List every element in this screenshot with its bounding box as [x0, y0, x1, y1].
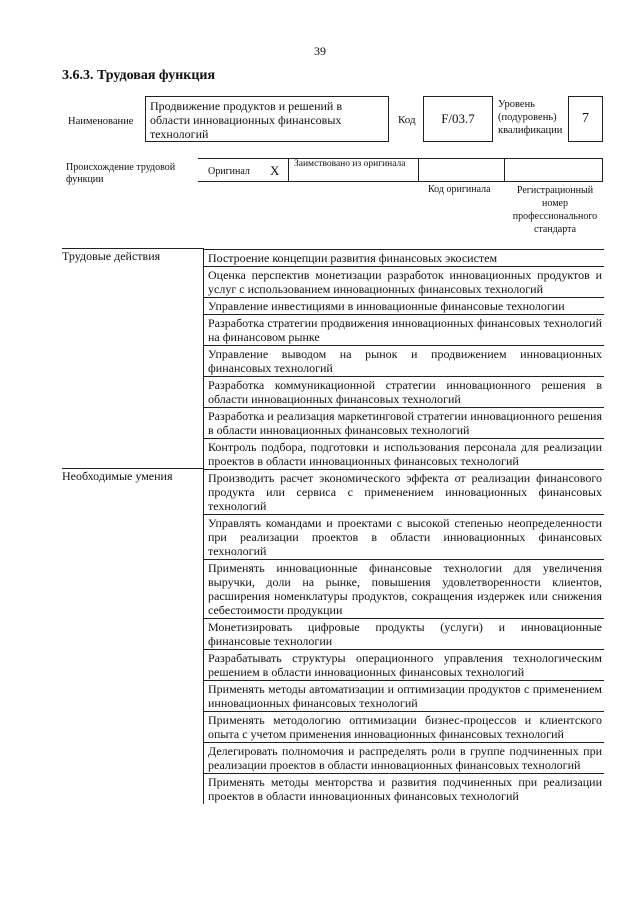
labor-actions-list: [204, 249, 605, 469]
labor-actions-label: Трудовые действия: [62, 249, 204, 469]
function-details-table: [62, 248, 604, 804]
page-number: 39: [314, 44, 326, 58]
list-item: Контроль подбора, подготовки и использования персонала для реализации проектов в области инновационных финансовых технологий: [204, 438, 604, 469]
section-title: 3.6.3. Трудовая функция: [62, 68, 216, 83]
function-name-box: [145, 96, 389, 142]
borrowed-label: Заимствовано из оригинала: [294, 159, 406, 169]
list-item: Делегировать полномочия и распределять роли в группе подчиненных при реализации проектов в области инновационных финансовых технологий: [204, 742, 604, 773]
original-code-label: Код оригинала: [428, 184, 491, 195]
list-item: Оценка перспектив монетизации разработок инновационных продуктов и услуг с использованием инновационных финансовых технологий: [204, 266, 604, 297]
name-label: Наименование: [68, 116, 134, 127]
list-item: Применять методы автоматизации и оптимизации продуктов с применением инновационных финансовых технологий: [204, 680, 604, 711]
registration-number-label: Регистрационный номер профессионального стандарта: [512, 185, 598, 235]
list-item: Применять инновационные финансовые технологии для увеличения выручки, доли на рынке, повышения удовлетворенности клиентов, расширения номенклатуры продуктов, сокращения издержек или снижения себестоимости продукции: [204, 559, 604, 618]
code-label: Код: [398, 114, 416, 126]
origin-label: Происхождение трудовой функции: [66, 162, 176, 185]
required-skills-list: [204, 469, 605, 804]
original-mark: X: [270, 163, 280, 178]
level-value: 7: [568, 96, 603, 142]
function-name: Продвижение продуктов и решений в области инновационных финансовых технологий: [150, 99, 342, 141]
list-item: Управлять командами и проектами с высокой степенью неопределенности при реализации проектов в области инновационных финансовых технологий: [204, 514, 604, 559]
required-skills-label: Необходимые умения: [62, 469, 204, 804]
list-item: Монетизировать цифровые продукты (услуги) и инновационные финансовые технологии: [204, 618, 604, 649]
list-item: Разработка коммуникационной стратегии инновационного решения в области инновационных финансовых технологий: [204, 376, 604, 407]
list-item: Управление инвестициями в инновационные финансовые технологии: [204, 297, 604, 314]
list-item: Разрабатывать структуры операционного управления технологическим решением в области инновационных финансовых технологий: [204, 649, 604, 680]
list-item: Управление выводом на рынок и продвижением инновационных финансовых технологий: [204, 345, 604, 376]
required-skills-row: [62, 469, 604, 804]
list-item: Применять методы менторства и развития подчиненных при реализации проектов в области инновационных финансовых технологий: [204, 773, 604, 804]
list-item: Применять методологию оптимизации бизнес-процессов и клиентского опыта с учетом применения инновационных финансовых технологий: [204, 711, 604, 742]
original-label: Оригинал: [208, 166, 250, 177]
labor-actions-row: [62, 249, 604, 469]
list-item: Построение концепции развития финансовых экосистем: [204, 249, 604, 266]
code-value: F/03.7: [423, 96, 493, 142]
list-item: Разработка стратегии продвижения инновационных финансовых технологий на финансовом рынке: [204, 314, 604, 345]
list-item: Разработка и реализация маркетинговой стратегии инновационного решения в области инновационных финансовых технологий: [204, 407, 604, 438]
list-item: Производить расчет экономического эффекта от реализации финансового продукта или сервиса с применением инновационных финансовых технологий: [204, 469, 604, 514]
level-label: Уровень (подуровень) квалификации: [498, 99, 563, 136]
